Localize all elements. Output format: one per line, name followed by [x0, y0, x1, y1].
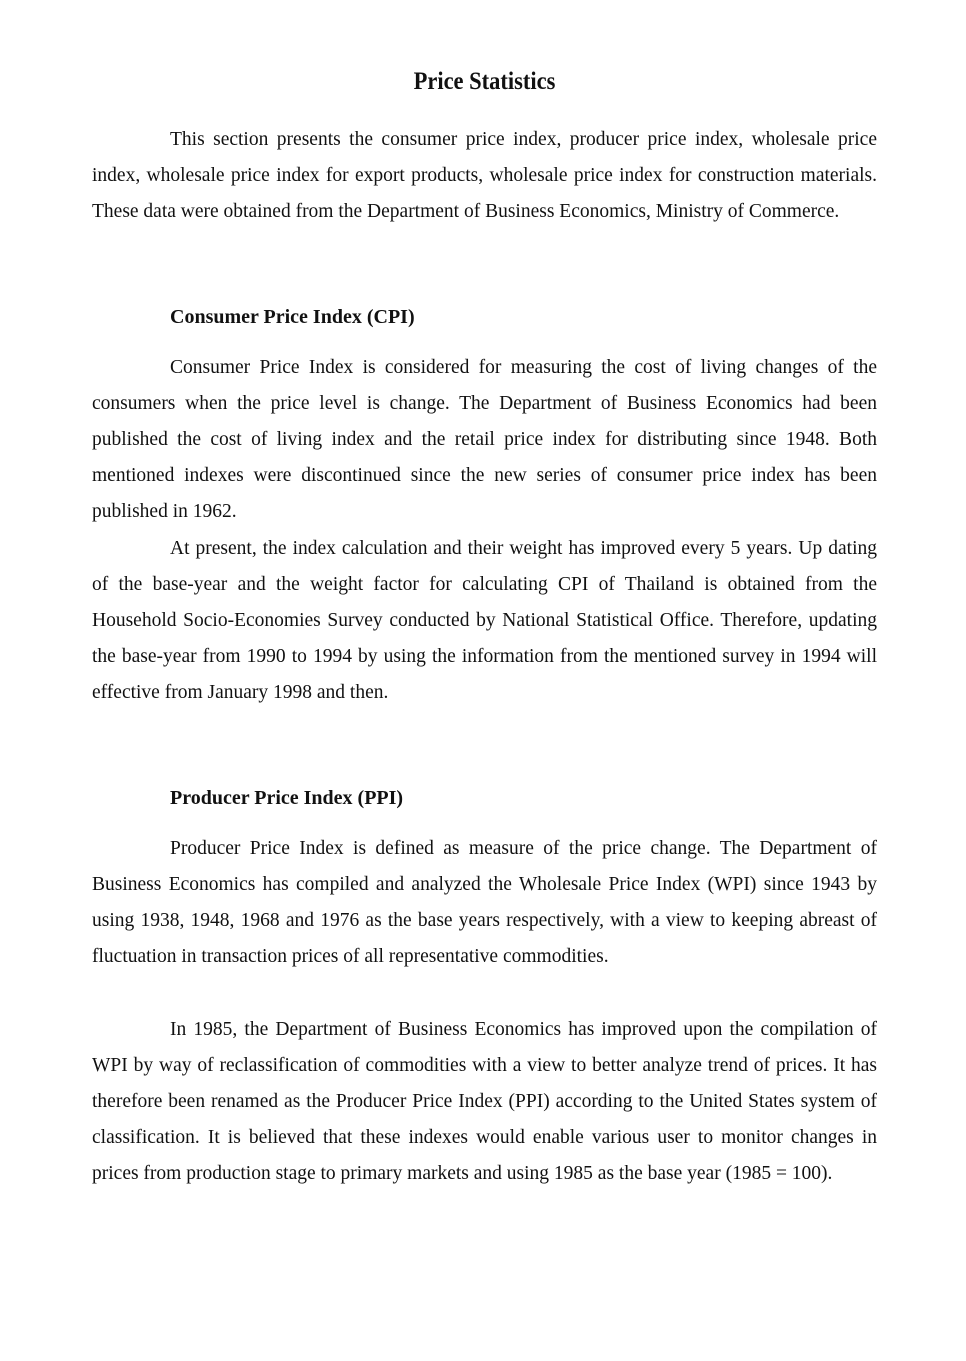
- ppi-paragraph-1: Producer Price Index is defined as measure of the price change. The Department of Business Economics has compiled and analyzed the Wholesale Price Index (WPI) since 1943 by using 1938, 1948, 1968 and 1976 as the base years respectively, with a view to keeping abreast of fluctuation in transaction prices of all representative commodities.: [92, 838, 877, 967]
- cpi-paragraph-1: Consumer Price Index is considered for measuring the cost of living changes of the consumers when the price level is change. The Department of Business Economics had been published the cost of living index and the retail price index for distributing since 1948. Both mentioned indexes were discontinued since the new series of consumer price index has been published in 1962.: [92, 357, 877, 522]
- section-heading-cpi: Consumer Price Index (CPI): [170, 306, 415, 328]
- section-heading-ppi: Producer Price Index (PPI): [170, 787, 404, 809]
- cpi-paragraph-2: At present, the index calculation and their weight has improved every 5 years. Up dating of the base-year and the weight factor for calculating CPI of Thailand is obtained from the Household Socio-Economies Survey conducted by National Statistical Office. Therefore, updating the base-year from 1990 to 1994 by using the information from the mentioned survey in 1994 will effective from January 1998 and then.: [92, 538, 877, 703]
- ppi-paragraph-2: In 1985, the Department of Business Economics has improved upon the compilation of WPI by way of reclassification of commodities with a view to better analyze trend of prices. It has therefore been renamed as the Producer Price Index (PPI) according to the United States system of classification. It is believed that these indexes would enable various user to monitor changes in prices from production stage to primary markets and using 1985 as the base year (1985 = 100).: [92, 1019, 877, 1184]
- intro-paragraph: This section presents the consumer price index, producer price index, wholesale price index, wholesale price index for export products, wholesale price index for construction materials. These data were obtained from the Department of Business Economics, Ministry of Commerce.: [92, 129, 877, 222]
- page-title: Price Statistics: [413, 68, 556, 95]
